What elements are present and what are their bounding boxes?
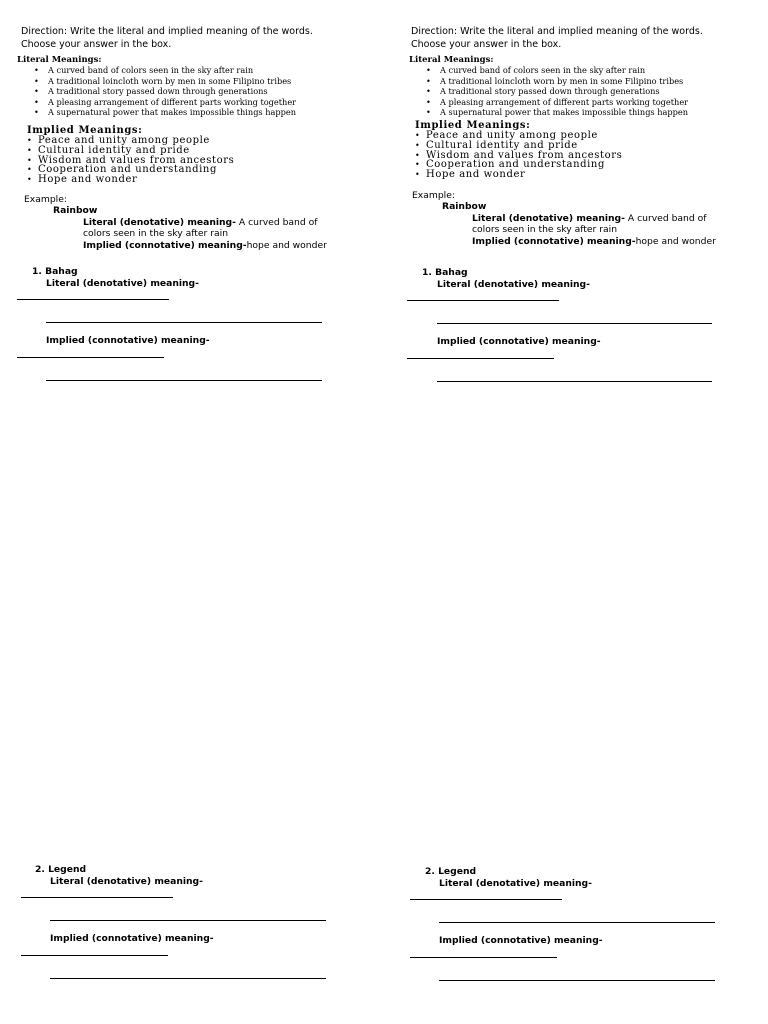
q2-literal-answer-line-1[interactable] — [410, 899, 562, 900]
implied-item: • Cooperation and understanding — [27, 165, 234, 175]
literal-item: • A traditional story passed down through generations — [426, 86, 688, 97]
example-implied — [83, 240, 327, 252]
literal-item: • A supernatural power that makes impossible things happen — [34, 107, 296, 118]
q1-literal-prompt: Literal (denotative) meaning- — [437, 279, 590, 290]
example-implied — [472, 236, 716, 248]
question-2-title: 2. Legend — [35, 864, 87, 875]
implied-item: • Hope and wonder — [415, 170, 622, 180]
example-literal — [83, 217, 317, 229]
example-literal-cont: colors seen in the sky after rain — [472, 224, 618, 235]
example-literal-label: Literal (denotative) meaning- — [472, 213, 625, 224]
q2-implied-answer-line-1[interactable] — [21, 955, 168, 956]
implied-item: • Cultural identity and pride — [415, 141, 622, 151]
implied-item: • Wisdom and values from ancestors — [27, 156, 234, 166]
example-label: Example: — [24, 194, 67, 205]
q1-implied-prompt: Implied (connotative) meaning- — [46, 335, 210, 346]
q2-literal-prompt: Literal (denotative) meaning- — [439, 878, 592, 889]
question-2-title: 2. Legend — [425, 866, 477, 877]
implied-item: • Peace and unity among people — [415, 131, 622, 141]
q1-implied-answer-line-2[interactable] — [437, 381, 712, 382]
q1-implied-answer-line-1[interactable] — [407, 358, 554, 359]
example-literal-text: A curved band of — [235, 217, 318, 228]
q1-literal-answer-line-1[interactable] — [17, 299, 169, 300]
q1-literal-prompt: Literal (denotative) meaning- — [46, 278, 199, 289]
literal-item: • A supernatural power that makes impossible things happen — [426, 107, 688, 118]
example-word: Rainbow — [53, 205, 98, 216]
direction-line-1: Direction: Write the literal and implied meaning of the words. — [21, 26, 313, 37]
implied-item: • Cultural identity and pride — [27, 146, 234, 156]
literal-item: • A curved band of colors seen in the sky after rain — [426, 65, 688, 76]
literal-item: • A pleasing arrangement of different parts working together — [426, 97, 688, 108]
q1-implied-answer-line-2[interactable] — [46, 380, 322, 381]
q1-literal-answer-line-1[interactable] — [407, 300, 559, 301]
example-literal — [472, 213, 706, 225]
q2-literal-answer-line-2[interactable] — [50, 920, 326, 921]
example-literal-text: A curved band of — [624, 213, 707, 224]
direction-text — [411, 25, 703, 51]
example-literal-label: Literal (denotative) meaning- — [83, 217, 236, 228]
example-implied-text: hope and wonder — [635, 236, 716, 247]
implied-meanings-title: Implied Meanings: — [27, 125, 143, 136]
q2-literal-answer-line-2[interactable] — [439, 922, 715, 923]
q1-implied-answer-line-1[interactable] — [17, 357, 164, 358]
q2-implied-answer-line-2[interactable] — [50, 978, 326, 979]
example-literal-cont: colors seen in the sky after rain — [83, 228, 229, 239]
example-label: Example: — [412, 190, 455, 201]
q2-implied-prompt: Implied (connotative) meaning- — [439, 935, 603, 946]
q2-literal-prompt: Literal (denotative) meaning- — [50, 876, 203, 887]
example-implied-label: Implied (connotative) meaning- — [83, 240, 247, 251]
literal-meanings-title: Literal Meanings: — [17, 55, 102, 65]
implied-meanings-title: Implied Meanings: — [415, 120, 531, 131]
literal-item: • A traditional loincloth worn by men in some Filipino tribes — [426, 76, 688, 87]
q2-implied-answer-line-1[interactable] — [410, 957, 557, 958]
q2-implied-answer-line-2[interactable] — [439, 980, 715, 981]
literal-item: • A curved band of colors seen in the sky after rain — [34, 65, 296, 76]
implied-meanings-list — [415, 131, 622, 180]
example-implied-label: Implied (connotative) meaning- — [472, 236, 636, 247]
literal-meanings-list — [426, 65, 688, 118]
direction-line-1: Direction: Write the literal and implied meaning of the words. — [411, 26, 703, 37]
q1-literal-answer-line-2[interactable] — [437, 323, 712, 324]
example-word: Rainbow — [442, 201, 487, 212]
implied-item: • Hope and wonder — [27, 175, 234, 185]
question-1-title: 1. Bahag — [422, 267, 468, 278]
q2-literal-answer-line-1[interactable] — [21, 897, 173, 898]
implied-meanings-list — [27, 136, 234, 185]
literal-item: • A traditional loincloth worn by men in some Filipino tribes — [34, 76, 296, 87]
example-implied-text: hope and wonder — [246, 240, 327, 251]
literal-meanings-list — [34, 65, 296, 118]
question-1-title: 1. Bahag — [32, 266, 78, 277]
q1-literal-answer-line-2[interactable] — [46, 322, 322, 323]
literal-item: • A traditional story passed down through generations — [34, 86, 296, 97]
implied-item: • Peace and unity among people — [27, 136, 234, 146]
literal-meanings-title: Literal Meanings: — [409, 55, 494, 65]
q1-implied-prompt: Implied (connotative) meaning- — [437, 336, 601, 347]
direction-line-2: Choose your answer in the box. — [21, 39, 172, 50]
literal-item: • A pleasing arrangement of different parts working together — [34, 97, 296, 108]
implied-item: • Cooperation and understanding — [415, 160, 622, 170]
worksheet-copy-right — [390, 0, 768, 1024]
direction-line-2: Choose your answer in the box. — [411, 39, 562, 50]
q2-implied-prompt: Implied (connotative) meaning- — [50, 933, 214, 944]
direction-text — [21, 25, 313, 51]
implied-item: • Wisdom and values from ancestors — [415, 151, 622, 161]
